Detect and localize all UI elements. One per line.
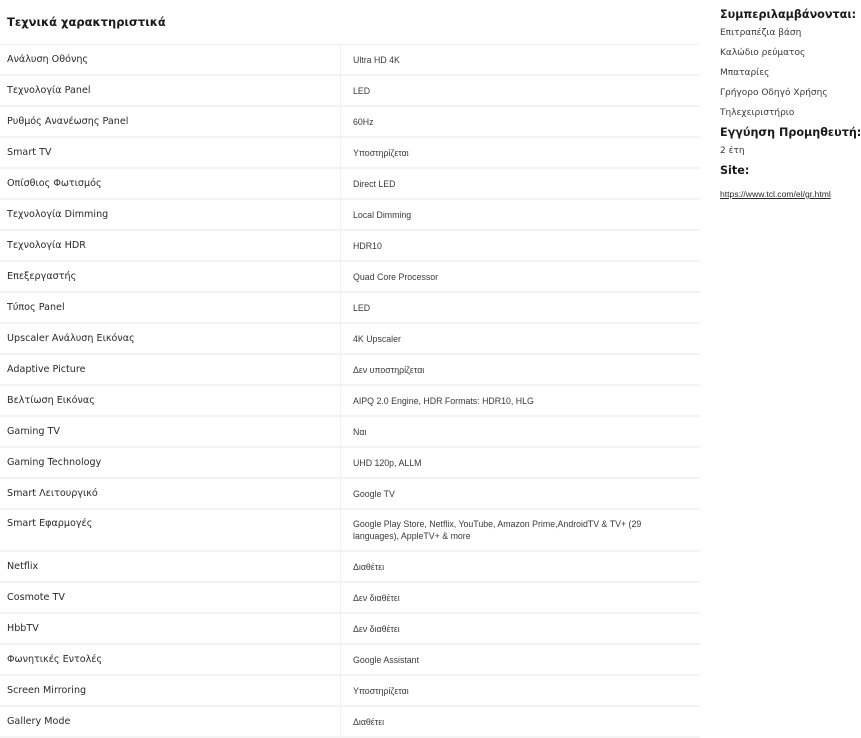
spec-label: Screen Mirroring — [0, 676, 341, 705]
spec-row — [0, 355, 700, 386]
spec-row — [0, 614, 700, 645]
spec-value: Google Assistant — [353, 654, 420, 665]
spec-value: Quad Core Processor — [353, 271, 439, 282]
spec-row — [0, 45, 700, 76]
spec-row — [0, 169, 700, 200]
spec-row — [0, 324, 700, 355]
spec-value: Υποστηρίζεται — [353, 147, 409, 158]
spec-row — [0, 479, 700, 510]
spec-label: Οπίσθιος Φωτισμός — [0, 169, 341, 198]
spec-row — [0, 293, 700, 324]
specs-title: Τεχνικά χαρακτηριστικά — [0, 0, 700, 45]
spec-row — [0, 262, 700, 293]
spec-value: Ναι — [353, 426, 367, 437]
product-info-aside — [720, 8, 861, 201]
spec-value: Υποστηρίζεται — [353, 685, 409, 696]
spec-value: UHD 120p, ALLM — [353, 457, 422, 468]
spec-row — [0, 138, 700, 169]
included-item: Τηλεχειριστήριο — [720, 108, 795, 118]
spec-row — [0, 583, 700, 614]
included-item: Γρήγορο Οδηγό Χρήσης — [720, 88, 828, 98]
spec-label: Adaptive Picture — [0, 355, 341, 384]
spec-label: Netflix — [0, 552, 341, 581]
spec-value: Google Play Store, Netflix, YouTube, Amazon Prime,AndroidTV & TV+ (29 languages), AppleTV+ & more — [353, 519, 642, 541]
spec-value: Διαθέτει — [353, 716, 385, 727]
spec-value: Δεν διαθέτει — [353, 623, 400, 634]
included-item: Επιτραπέζια βάση — [720, 28, 802, 38]
site-link[interactable]: https://www.tcl.com/el/gr.html — [720, 189, 831, 199]
spec-label: Επεξεργαστής — [0, 262, 341, 291]
spec-value: 60Hz — [353, 116, 374, 127]
included-heading: Συμπεριλαμβάνονται: — [720, 8, 857, 21]
spec-value: Ultra HD 4K — [353, 54, 400, 65]
spec-label: Gallery Mode — [0, 707, 341, 736]
spec-label: Upscaler Ανάλυση Εικόνας — [0, 324, 341, 353]
spec-label: Ανάλυση Οθόνης — [0, 45, 341, 74]
spec-row — [0, 107, 700, 138]
spec-label: Cosmote TV — [0, 583, 341, 612]
spec-value: 4K Upscaler — [353, 333, 401, 344]
spec-label: Τύπος Panel — [0, 293, 341, 322]
spec-label: Βελτίωση Εικόνας — [0, 386, 341, 415]
spec-label: Gaming TV — [0, 417, 341, 446]
spec-label: Τεχνολογία HDR — [0, 231, 341, 260]
spec-row — [0, 510, 700, 552]
spec-value: Local Dimming — [353, 209, 412, 220]
spec-value: AIPQ 2.0 Engine, HDR Formats: HDR10, HLG — [353, 395, 534, 406]
spec-label: Smart TV — [0, 138, 341, 167]
spec-label: Gaming Technology — [0, 448, 341, 477]
spec-value: Δεν υποστηρίζεται — [353, 364, 425, 375]
included-item: Καλώδιο ρεύματος — [720, 48, 806, 58]
spec-row — [0, 448, 700, 479]
spec-label: HbbTV — [0, 614, 341, 643]
spec-label: Ρυθμός Ανανέωσης Panel — [0, 107, 341, 136]
spec-label: Τεχνολογία Dimming — [0, 200, 341, 229]
spec-value: HDR10 — [353, 240, 382, 251]
spec-row — [0, 76, 700, 107]
included-item: Μπαταρίες — [720, 68, 770, 78]
spec-label: Φωνητικές Εντολές — [0, 645, 341, 674]
spec-row — [0, 676, 700, 707]
spec-value: LED — [353, 302, 371, 313]
site-heading: Site: — [720, 164, 750, 177]
spec-value: LED — [353, 85, 371, 96]
spec-label: Smart Εφαρμογές — [0, 510, 341, 550]
spec-label: Τεχνολογία Panel — [0, 76, 341, 105]
spec-row — [0, 417, 700, 448]
spec-row — [0, 231, 700, 262]
spec-value: Δεν διαθέτει — [353, 592, 400, 603]
spec-value: Google TV — [353, 488, 395, 499]
spec-row — [0, 645, 700, 676]
spec-value: Διαθέτει — [353, 561, 385, 572]
spec-label: Smart Λειτουργικό — [0, 479, 341, 508]
spec-row — [0, 386, 700, 417]
spec-value: Direct LED — [353, 178, 396, 189]
warranty-value: 2 έτη — [720, 146, 745, 156]
warranty-heading: Εγγύηση Προμηθευτή: — [720, 126, 861, 139]
spec-row — [0, 552, 700, 583]
spec-row — [0, 200, 700, 231]
